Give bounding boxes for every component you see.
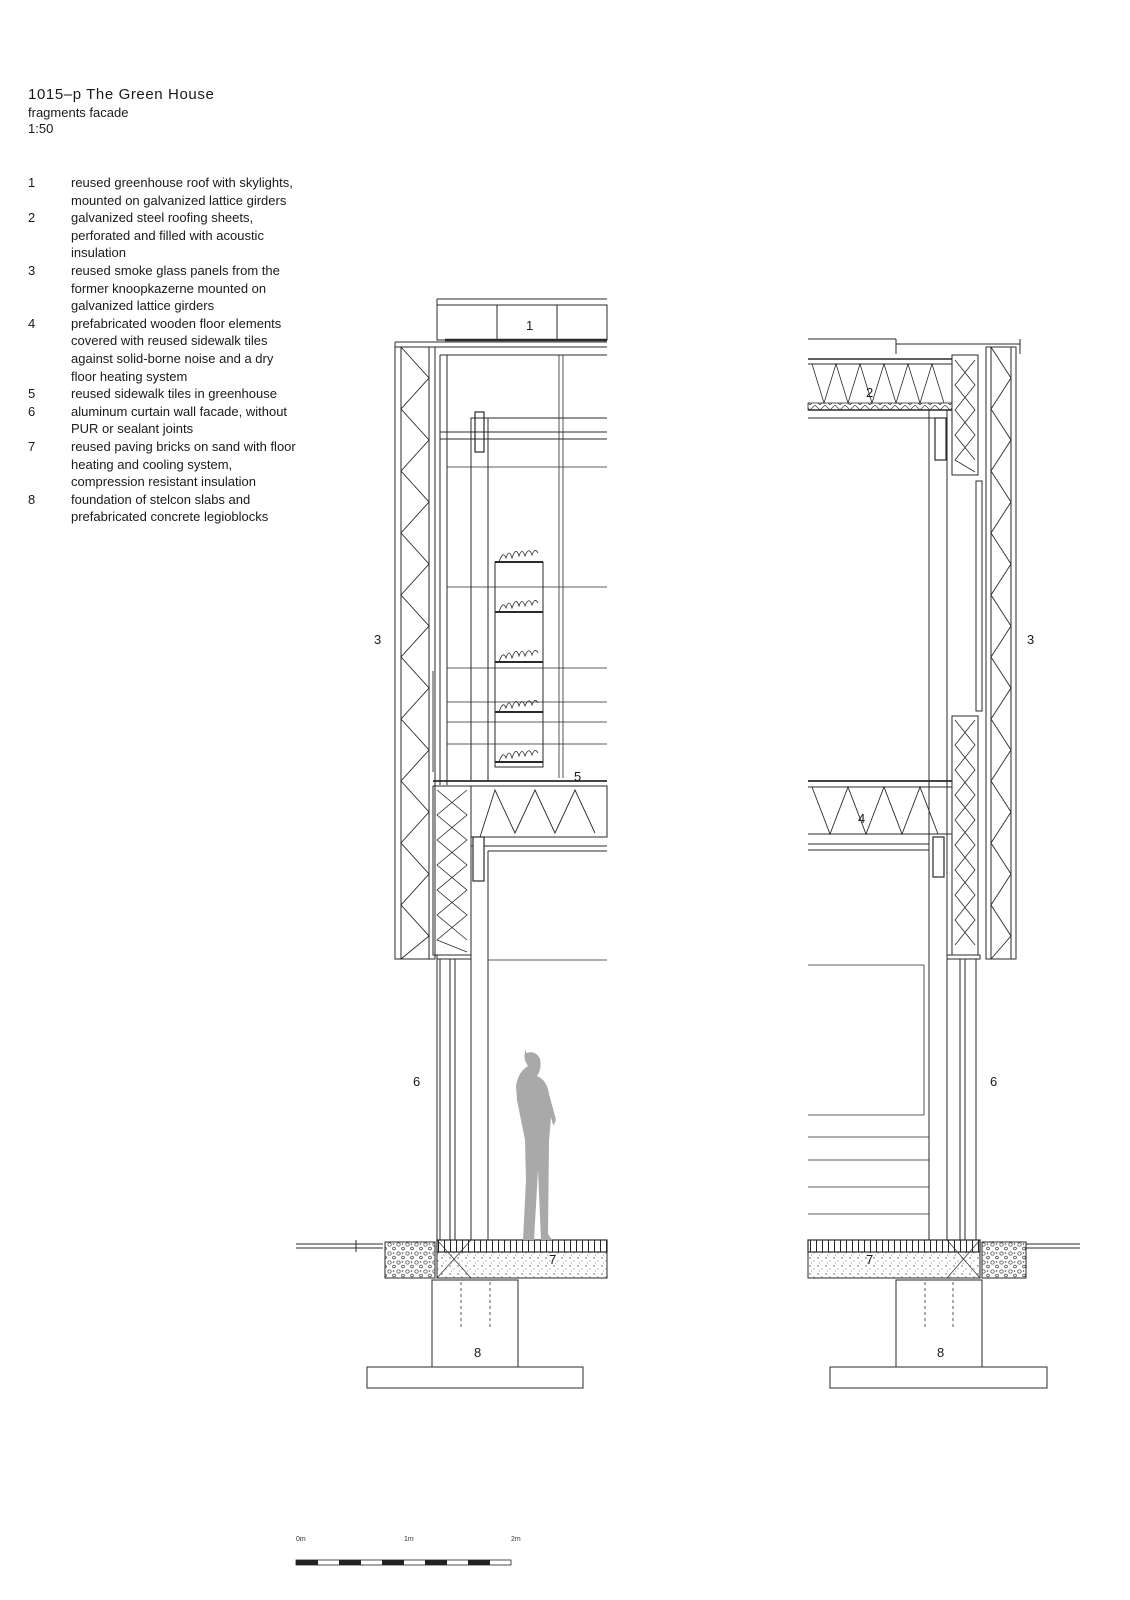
legend-number: 2 [28,210,36,226]
right-curtain-wall [947,955,980,1240]
legend-text: prefabricated wooden floor elements covered with reused sidewalk tiles against solid-borne noise and a dry floor heating system [71,315,282,384]
legend-text: foundation of stelcon slabs and prefabricated concrete legioblocks [71,491,269,525]
callout-5: 5 [574,769,582,784]
callout-6-right: 6 [990,1074,998,1089]
legend-number: 5 [28,386,36,402]
legend-text: reused greenhouse roof with skylights, mounted on galvanized lattice girders [71,175,293,208]
right-interior-lines [808,965,929,1214]
legend-text: reused smoke glass panels from the former knoopkazerne mounted on galvanized lattice girders [71,262,280,314]
left-ground-floor [296,1240,607,1278]
callout-1: 1 [526,318,534,333]
left-fragment [296,299,607,1388]
callout-4: 4 [858,811,866,826]
callout-7-left: 7 [549,1252,557,1267]
callout-8-left: 8 [474,1345,482,1360]
left-foundation [367,1280,583,1388]
scale-label-2: 2m [511,1536,521,1543]
human-figure-silhouette [516,1049,556,1240]
right-window-frame [976,481,982,711]
scale-label-0: 0m [296,1536,306,1543]
legend-number: 6 [28,403,36,419]
right-floor-slab [808,781,952,850]
right-wall-panel-upper [952,355,978,475]
left-wall-panel [433,786,471,955]
left-curtain-wall [437,955,471,1240]
right-ground-floor [808,1240,1080,1278]
callout-3-left: 3 [374,632,382,647]
legend-number: 8 [28,491,36,507]
right-foundation [830,1280,1047,1388]
drawing-scale: 1:50 [28,121,54,136]
legend-text: aluminum curtain wall facade, without PUR or sealant joints [71,403,288,437]
right-roof-sheets [808,339,1020,418]
legend-text: reused sidewalk tiles in greenhouse [71,386,277,402]
callout-8-right: 8 [937,1345,945,1360]
right-fragment [808,339,1080,1388]
drawing-subtitle: fragments facade [28,105,129,120]
legend-number: 7 [28,438,36,454]
right-wall-panel-lower [952,716,978,955]
legend-number: 3 [28,262,36,278]
scale-label-1: 1m [404,1536,414,1543]
left-plant-shelf [495,550,543,767]
callout-2: 2 [866,385,874,400]
right-lattice-girder [986,347,1016,959]
left-floor-slab [433,781,607,851]
callout-6-left: 6 [413,1074,421,1089]
callout-3-right: 3 [1027,632,1035,647]
drawing-title: 1015–p The Green House [28,86,215,103]
left-lattice-girder [395,347,435,959]
scale-bar [296,1536,521,1565]
legend-number: 4 [28,315,36,331]
left-steel-column [471,418,488,781]
legend-number: 1 [28,175,36,190]
legend-text: galvanized steel roofing sheets, perforated and filled with acoustic insulation [71,210,264,261]
callout-7-right: 7 [866,1252,874,1267]
legend-text: reused paving bricks on sand with floor heating and cooling system, compression resistant insulation [71,438,296,490]
